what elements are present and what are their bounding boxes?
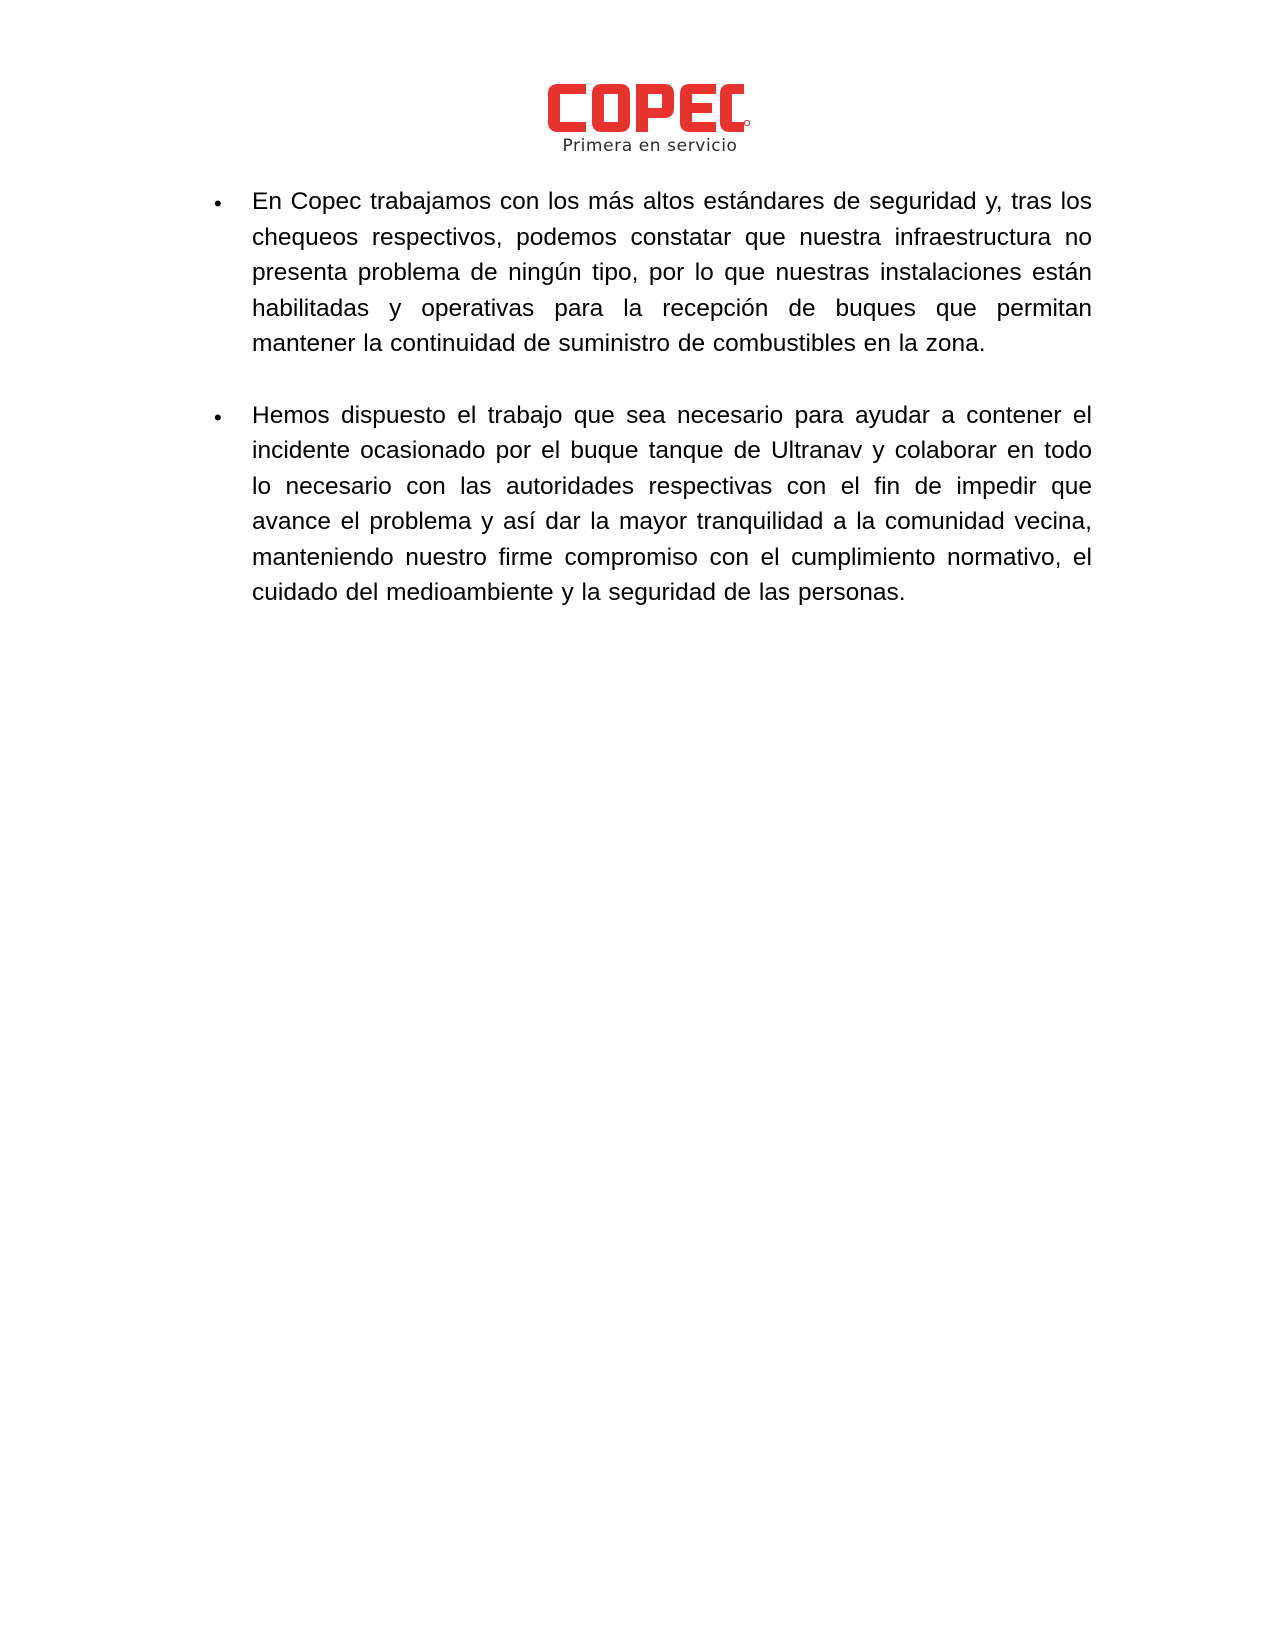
copec-logo-mark <box>548 84 750 132</box>
bullet-marker: • <box>214 191 222 216</box>
bullet-item <box>214 184 1092 362</box>
bullet-text: Hemos dispuesto el trabajo que sea necesario para ayudar a contener el incidente ocasionado por el buque tanque de Ultranav y colaborar en todo lo necesario con las autoridades respectivas con el fin de impedir que avance el problema y así dar la mayor tranquilidad a la comunidad vecina, manteniendo nuestro firme compromiso con el cumplimiento normativo, el cuidado del medioambiente y la seguridad de las personas. <box>252 401 1092 606</box>
bullet-marker: • <box>214 404 222 430</box>
bullet-item <box>214 398 1092 611</box>
bullet-list <box>214 184 1092 647</box>
bullet-text: En Copec trabajamos con los más altos estándares de seguridad y, tras los chequeos respectivos, podemos constatar que nuestra infraestructura no presenta problema de ningún tipo, por lo que nuestras instalaciones están habilitadas y operativas para la recepción de buques que permitan mantener la continuidad de suministro de combustibles en la zona. <box>252 188 1092 357</box>
copec-logo <box>548 84 750 160</box>
logo-tagline: Primera en servicio <box>562 136 738 156</box>
